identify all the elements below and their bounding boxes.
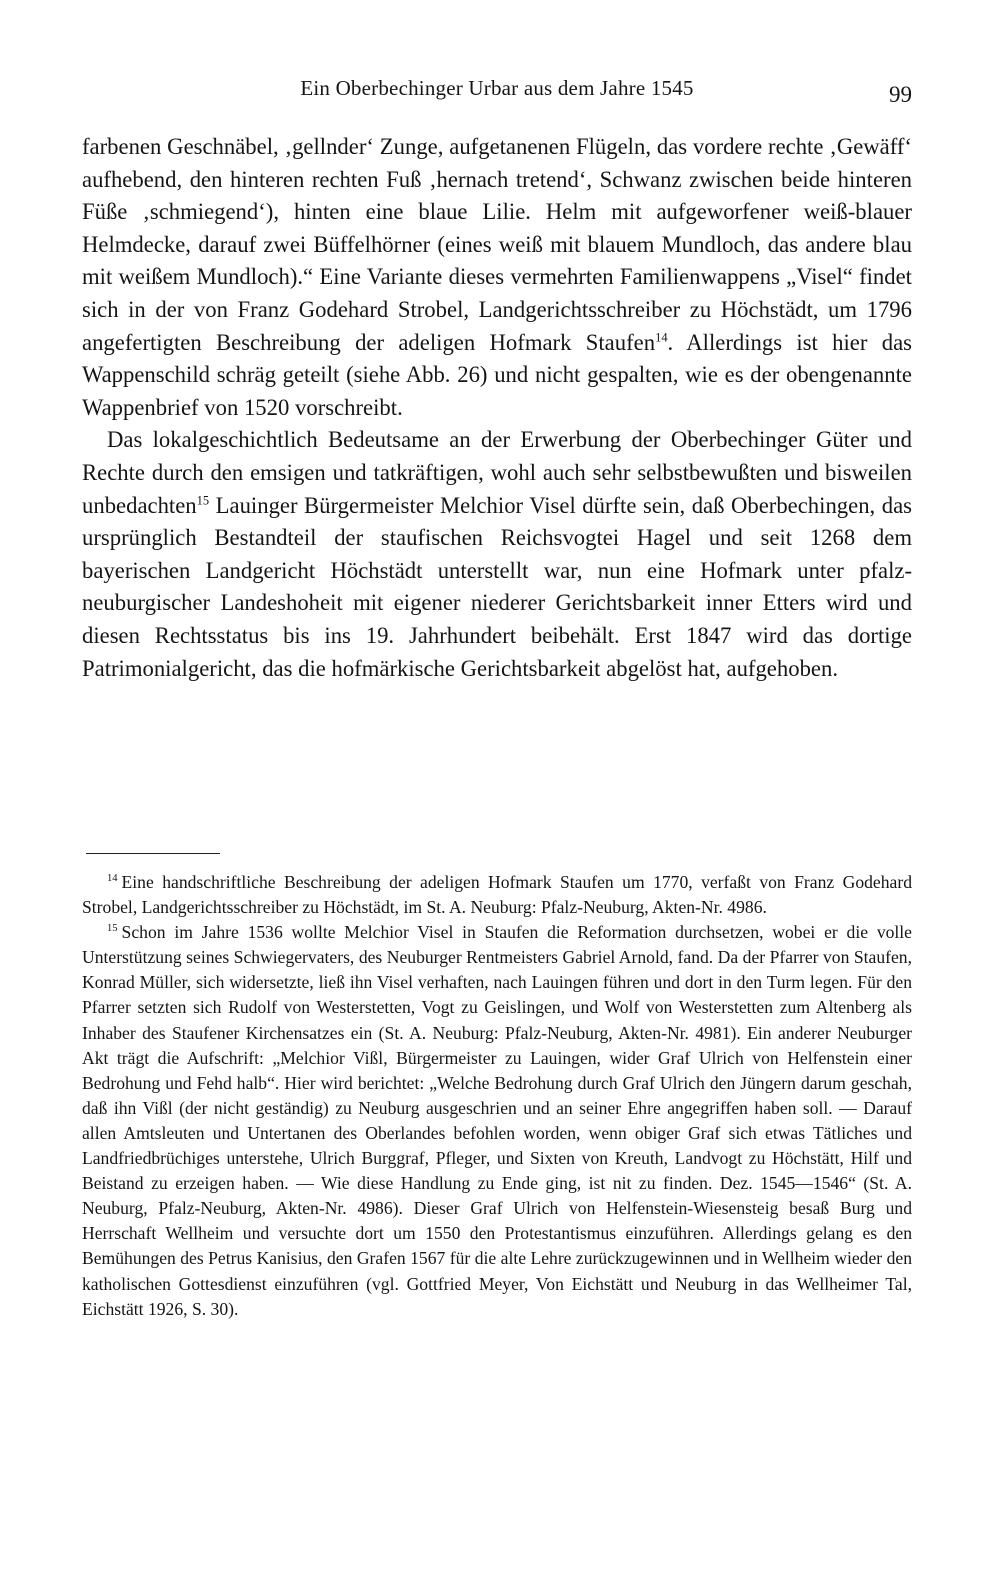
footnote-ref-14: 14 [655,329,668,344]
footnote-number: 14 [107,873,118,885]
footnotes [82,870,912,1322]
running-title: Ein Oberbechinger Urbar aus dem Jahre 1545 [300,76,694,100]
paragraph-2 [82,424,912,685]
footnote-divider [86,853,220,854]
footnote-text: Eine handschriftliche Beschreibung der adeligen Hofmark Staufen um 1770, verfaßt von Franz Godehard Strobel, Landgerichtsschreiber zu Höchstädt, im St. A. Neuburg: Pfalz-Neuburg, Akten-Nr. 4986. [82,872,912,918]
footnote-14 [82,870,912,920]
paragraph-2-text: Das lokalgeschichtlich Bedeutsame an der Erwerbung der Oberbechinger Güter und Rechte durch den emsigen und tatkräftigen, wohl auch sehr selbstbewußten und bisweilen unbedachten [82,427,912,518]
page-header [82,76,912,112]
footnote-ref-15: 15 [196,492,210,507]
paragraph-1 [82,131,912,424]
paragraph-1-continued: . Allerdings ist hier das Wappenschild schräg geteilt (siehe Abb. 26) und nicht gespalten, wie es der obengenannte Wappenbrief von 1520 vorschreibt. [82,329,912,420]
footnote-number: 15 [107,923,118,935]
page-number: 99 [889,82,912,107]
paragraph-1-text: farbenen Geschnäbel, ‚gellnder‘ Zunge, aufgetanenen Flügeln, das vordere rechte ‚Gewäff‘ aufhebend, den hinteren rechten Fuß ‚hernach tretend‘, Schwanz zwischen beide hinteren Füße ‚schmiegend‘), hinten eine blaue Lilie. Helm mit aufgeworfener weiß-blauer Helmdecke, darauf zwei Büffelhörner (eines weiß mit blauem Mundloch, das andere blau mit weißem Mundloch).“ Eine Variante dieses vermehrten Familienwappens „Visel“ findet sich in der von Franz Godehard Strobel, Landgerichtsschreiber zu Höchstädt, um 1796 angefertigten Beschreibung der adeligen Hofmark Staufen [82,134,912,355]
paragraph-2-continued: Lauinger Bürgermeister Melchior Visel dürfte sein, daß Oberbechingen, das ursprünglich Bestandteil der staufischen Reichsvogtei Hagel und seit 1268 dem bayerischen Landgericht Höchstädt unterstellt war, nun eine Hofmark unter pfalz-neuburgischer Landeshoheit mit eigener niederer Gerichtsbarkeit inner Etters wird und diesen Rechtsstatus bis ins 19. Jahrhundert beibehält. Erst 1847 wird das dortige Patrimonialgericht, das die hofmärkische Gerichtsbarkeit abgelöst hat, aufgehoben. [82,492,912,681]
footnote-15 [82,920,912,1322]
main-text [82,131,912,685]
footnote-text: Schon im Jahre 1536 wollte Melchior Visel in Staufen die Reformation durchsetzen, wobei er die volle Unterstützung seines Schwiegervaters, des Neuburger Rentmeisters Gabriel Arnold, fand. Da der Pfarrer von Staufen, Konrad Müller, sich widersetzte, ließ ihn Visel verhaften, nach Lauingen führen und dort in den Turm legen. Für den Pfarrer setzten sich Rudolf von Westerstetten, Vogt zu Geislingen, und Wolf von Westerstetten zum Altenberg als Inhaber des Staufener Kirchensatzes ein (St. A. Neuburg: Pfalz-Neuburg, Akten-Nr. 4981). Ein anderer Neuburger Akt trägt die Aufschrift: „Melchior Vißl, Bürgermeister zu Lauingen, wider Graf Ulrich von Helfenstein einer Bedrohung und Fehd halb“. Hier wird berichtet: „Welche Bedrohung durch Graf Ulrich den Jüngern darum geschah, daß ihn Vißl (der nicht geständig) zu Neuburg ausgeschrien und an seiner Ehre angegriffen haben soll. — Darauf allen Amtsleuten und Untertanen des Oberlandes befohlen worden, wenn obiger Graf sich etwas Tätliches und Landfriedbrüchiges unterstehe, Ulrich Burggraf, Pfleger, und Sixten von Kreuth, Landvogt zu Höchstätt, Hilf und Beistand zu erzeigen haben. — Wie diese Handlung zu Ende ging, ist nit zu finden. Dez. 1545—1546“ (St. A. Neuburg, Pfalz-Neuburg, Akten-Nr. 4986). Dieser Graf Ulrich von Helfenstein-Wiesensteig besaß Burg und Herrschaft Wellheim und versuchte dort um 1550 den Protestantismus einzuführen. Allerdings gelang es den Bemühungen des Petrus Kanisius, den Grafen 1567 für die alte Lehre zurückzugewinnen und in Wellheim wieder den katholischen Gottesdienst einzuführen (vgl. Gottfried Meyer, Von Eichstätt und Neuburg in das Wellheimer Tal, Eichstätt 1926, S. 30). [82,922,912,1319]
